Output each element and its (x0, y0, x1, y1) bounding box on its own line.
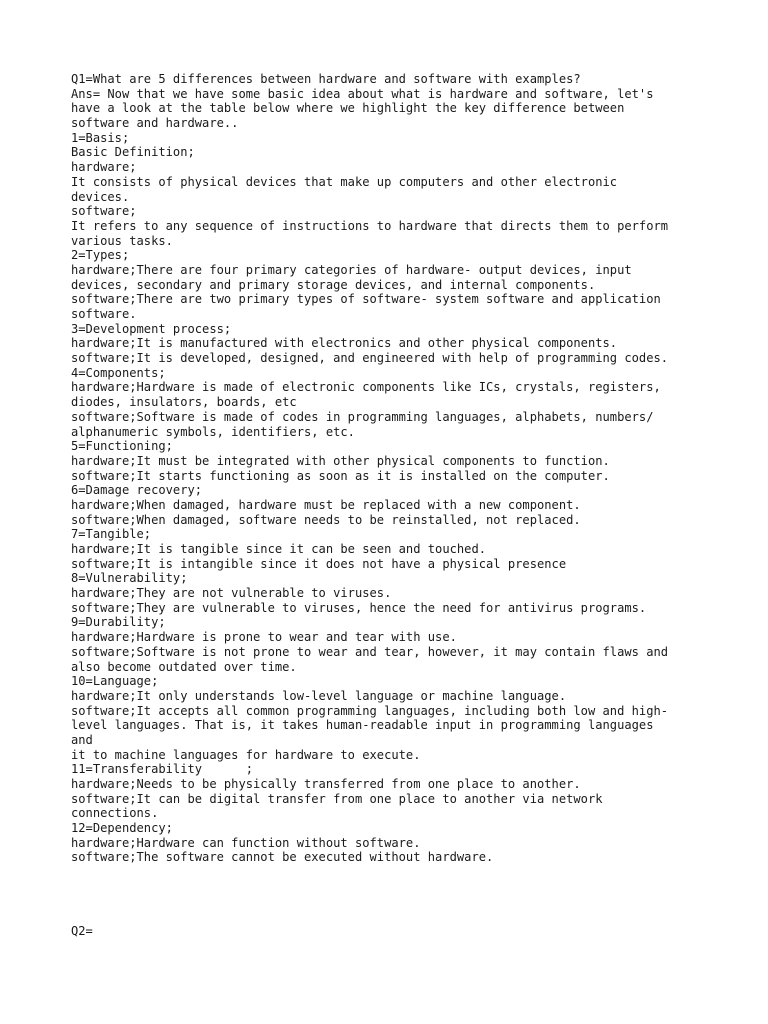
document-line: devices. (71, 189, 130, 204)
document-line: hardware;It is manufactured with electronics and other physical components. (71, 336, 618, 351)
document-line: It refers to any sequence of instructions to hardware that directs them to perform (71, 218, 669, 233)
document-line: hardware;It only understands low-level language or machine language. (71, 688, 567, 703)
document-line: Q1=What are 5 differences between hardware and software with examples? (71, 72, 581, 86)
document-line: 8=Vulnerability; (71, 571, 188, 586)
document-line: software. (71, 307, 137, 321)
document-line: software;It is intangible since it does not have a physical presence (71, 556, 567, 571)
document-line: software;When damaged, software needs to be reinstalled, not replaced. (71, 512, 581, 527)
document-line: 11=Transferability ; (71, 762, 254, 777)
document-line: software;It can be digital transfer from one place to another via network (71, 791, 603, 806)
document-line: software;It accepts all common programming languages, including both low and high- (71, 703, 669, 718)
document-line: software;It starts functioning as soon as it is installed on the computer. (71, 468, 610, 483)
document-line: hardware;Hardware can function without software. (71, 835, 421, 850)
document-line: and (71, 732, 93, 747)
document-line: software;There are two primary types of software- system software and application (71, 292, 661, 307)
document-line: 7=Tangible; (71, 527, 152, 542)
document-line: also become outdated over time. (71, 659, 297, 674)
document-line: 5=Functioning; (71, 439, 173, 454)
document-line: hardware;It is tangible since it can be seen and touched. (71, 542, 487, 556)
document-line: 10=Language; (71, 674, 159, 689)
document-line: hardware;Needs to be physically transferred from one place to another. (71, 777, 581, 791)
document-line: 12=Dependency; (71, 821, 173, 836)
document-line: hardware;Hardware is prone to wear and tear with use. (71, 630, 457, 645)
document-line: Basic Definition; (71, 145, 195, 160)
document-line: software;Software is made of codes in programming languages, alphabets, numbers/ (71, 409, 654, 424)
document-line: hardware;Hardware is made of electronic components like ICs, crystals, registers, (71, 380, 661, 395)
document-line: level languages. That is, it takes human-readable input in programming languages (71, 718, 654, 733)
document-line: diodes, insulators, boards, etc (71, 395, 297, 410)
document-line: 6=Damage recovery; (71, 483, 203, 498)
question-2-label: Q2= (71, 924, 93, 938)
document-line: it to machine languages for hardware to execute. (71, 747, 421, 762)
document-line: 2=Types; (71, 248, 130, 263)
document-line: software;The software cannot be executed without hardware. (71, 850, 494, 865)
document-line: It consists of physical devices that make up computers and other electronic (71, 174, 618, 189)
document-line: devices, secondary and primary storage devices, and internal components. (71, 277, 596, 292)
document-line: hardware;It must be integrated with other physical components to function. (71, 453, 610, 468)
document-line: 9=Durability; (71, 615, 166, 630)
document-line: have a look at the table below where we highlight the key difference between (71, 101, 625, 116)
document-line: software and hardware.. (71, 116, 239, 131)
document-line: hardware;There are four primary categories of hardware- output devices, input (71, 262, 632, 277)
document-line: alphanumeric symbols, identifiers, etc. (71, 424, 355, 439)
document-line: hardware; (71, 160, 137, 175)
document-line: software;Software is not prone to wear and tear, however, it may contain flaws and (71, 644, 669, 659)
document-line: 3=Development process; (71, 321, 232, 336)
document-line: 1=Basis; (71, 130, 130, 145)
document-line: hardware;When damaged, hardware must be replaced with a new component. (71, 497, 581, 512)
document-line: software; (71, 204, 137, 219)
document-line: software;It is developed, designed, and engineered with help of programming codes. (71, 351, 669, 366)
document-line: 4=Components; (71, 365, 166, 380)
document-body (71, 72, 701, 865)
document-line: connections. (71, 806, 159, 821)
document-line: software;They are vulnerable to viruses, hence the need for antivirus programs. (71, 600, 647, 615)
document-line: various tasks. (71, 233, 173, 248)
document-line: Ans= Now that we have some basic idea about what is hardware and software, let's (71, 86, 654, 101)
document-line: hardware;They are not vulnerable to viruses. (71, 586, 392, 601)
